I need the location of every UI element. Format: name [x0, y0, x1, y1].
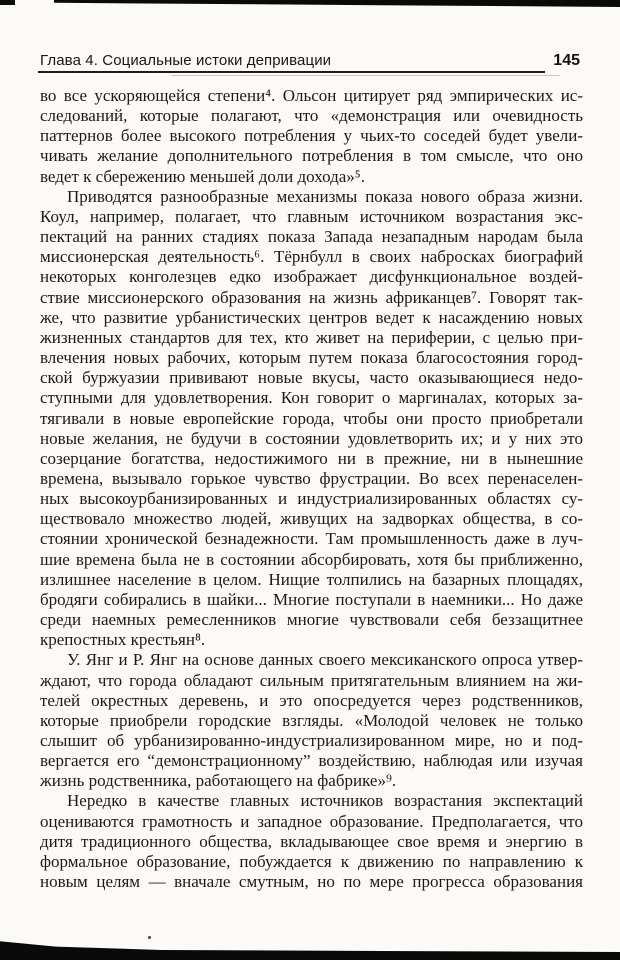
text-line: миссионерская деятельность⁶. Тёрнбулл в своих набросках биографий	[40, 247, 583, 267]
text-line: пектаций на ранних стадиях показа Запада незападным народам была	[40, 227, 583, 247]
text-block	[40, 86, 583, 892]
text-line: Коул, например, полагает, что главным источником возрастания экс-	[40, 206, 583, 226]
text-line: ступными для удовлетворения. Кон говорит о маргиналах, которых за-	[40, 388, 583, 408]
paragraph	[40, 86, 583, 187]
chapter-title: Глава 4. Социальные истоки депривации	[40, 52, 332, 69]
paragraph	[40, 187, 583, 651]
text-line: чивать желание дополнительного потребления в том смысле, что оно	[40, 146, 583, 166]
text-line: новым целям — вначале смутным, но по мере прогресса образования	[40, 872, 583, 892]
paragraph	[40, 650, 583, 791]
text-line: излишнее население в целом. Нищие толпились на базарных площадях,	[40, 569, 583, 589]
page-number: 145	[553, 52, 580, 69]
text-line: Приводятся разнообразные механизмы показа нового образа жизни.	[67, 186, 583, 206]
text-line: ской буржуазии прививают новые вкусы, часто оказывающиеся недо-	[40, 368, 583, 388]
text-line: ных высокоурбанизированных и индустриализированных областях су-	[40, 489, 583, 509]
text-line: тягивали в новые европейские города, чтобы они просто приобретали	[40, 408, 583, 428]
text-line: Нередко в качестве главных источников возрастания экспектаций	[67, 791, 583, 811]
text-line: вергается его “демонстрационному” воздействию, наблюдая или изучая	[40, 751, 583, 771]
text-line: бродяги собирались в шайки... Многие поступали в наемники... Но даже	[40, 589, 583, 609]
text-line: формальное образование, побуждается к движению по направлению к	[40, 851, 583, 871]
header-rule	[38, 71, 545, 73]
text-line: созерцание богатства, недостижимого ни в прежние, ни в нынешние	[40, 448, 583, 468]
text-line: У. Янг и Р. Янг на основе данных своего мексиканского опроса утвер-	[67, 650, 583, 670]
text-line: ствие миссионерского образования на жизнь африканцев⁷. Говорят так-	[40, 287, 583, 307]
text-line: слышит об урбанизированно-индустриализированном мире, но и под-	[40, 731, 583, 750]
scan-artifact-bottom-edge	[0, 940, 620, 960]
scan-artifact-dot	[148, 936, 151, 939]
text-line: телей окрестных деревень, и это опосредуется через родственников,	[40, 690, 583, 710]
text-line: влечения новых рабочих, которым путем показа благосостояния город-	[40, 348, 583, 368]
text-line: следований, которые полагают, что «демонстрация или очевидность	[40, 106, 583, 126]
text-line: некоторых конголезцев едко изображает дисфункциональное воздей-	[40, 267, 583, 287]
running-header	[40, 52, 580, 70]
text-line: жизненных стандартов для тех, кто живет на периферии, с целью при-	[40, 327, 583, 347]
scan-artifact-top-edge	[54, 0, 620, 7]
text-line: во все ускоряющейся степени⁴. Ольсон цитирует ряд эмпирических ис-	[40, 86, 583, 105]
text-line: крепостных крестьян⁸.	[40, 630, 206, 650]
text-line: ществовало множество людей, живущих на задворках общества, в со-	[40, 509, 583, 529]
text-line: паттернов более высокого потребления у чьих-то соседей будет увели-	[40, 126, 583, 146]
text-line: ведет к сбережению меньшей доли дохода»⁵.	[40, 166, 365, 186]
text-line: жизнь родственника, работающего на фабрике»⁹.	[40, 771, 397, 791]
header-rule-ghost	[172, 75, 560, 76]
text-line: дитя традиционного общества, вкладывающее свое время и энергию в	[40, 831, 583, 851]
text-line: которые приобрели городские взгляды. «Молодой человек не только	[40, 710, 583, 730]
text-line: оцениваются грамотность и западное образование. Предполагается, что	[40, 811, 583, 831]
paragraph	[40, 791, 583, 892]
scan-artifact-top-left	[0, 0, 15, 5]
text-line: же, что развитие урбанистических центров ведет к насаждению новых	[40, 307, 583, 327]
text-line: времена, вызывало горькое чувство фрустрации. Во всех перенаселен-	[40, 468, 583, 488]
text-line: стоянии хронической безнадежности. Там промышленность даже в луч-	[40, 529, 583, 549]
text-line: новые желания, не будучи в состоянии удовлетворить их; и у них это	[40, 428, 583, 448]
text-line: среди наемных ремесленников многие чувствовали себя беззащитнее	[40, 610, 583, 630]
text-line: ждают, что города обладают сильным притягательным влиянием на жи-	[40, 670, 583, 690]
text-line: шие времена была не в состоянии абсорбировать, хотя бы приближенно,	[40, 549, 583, 569]
